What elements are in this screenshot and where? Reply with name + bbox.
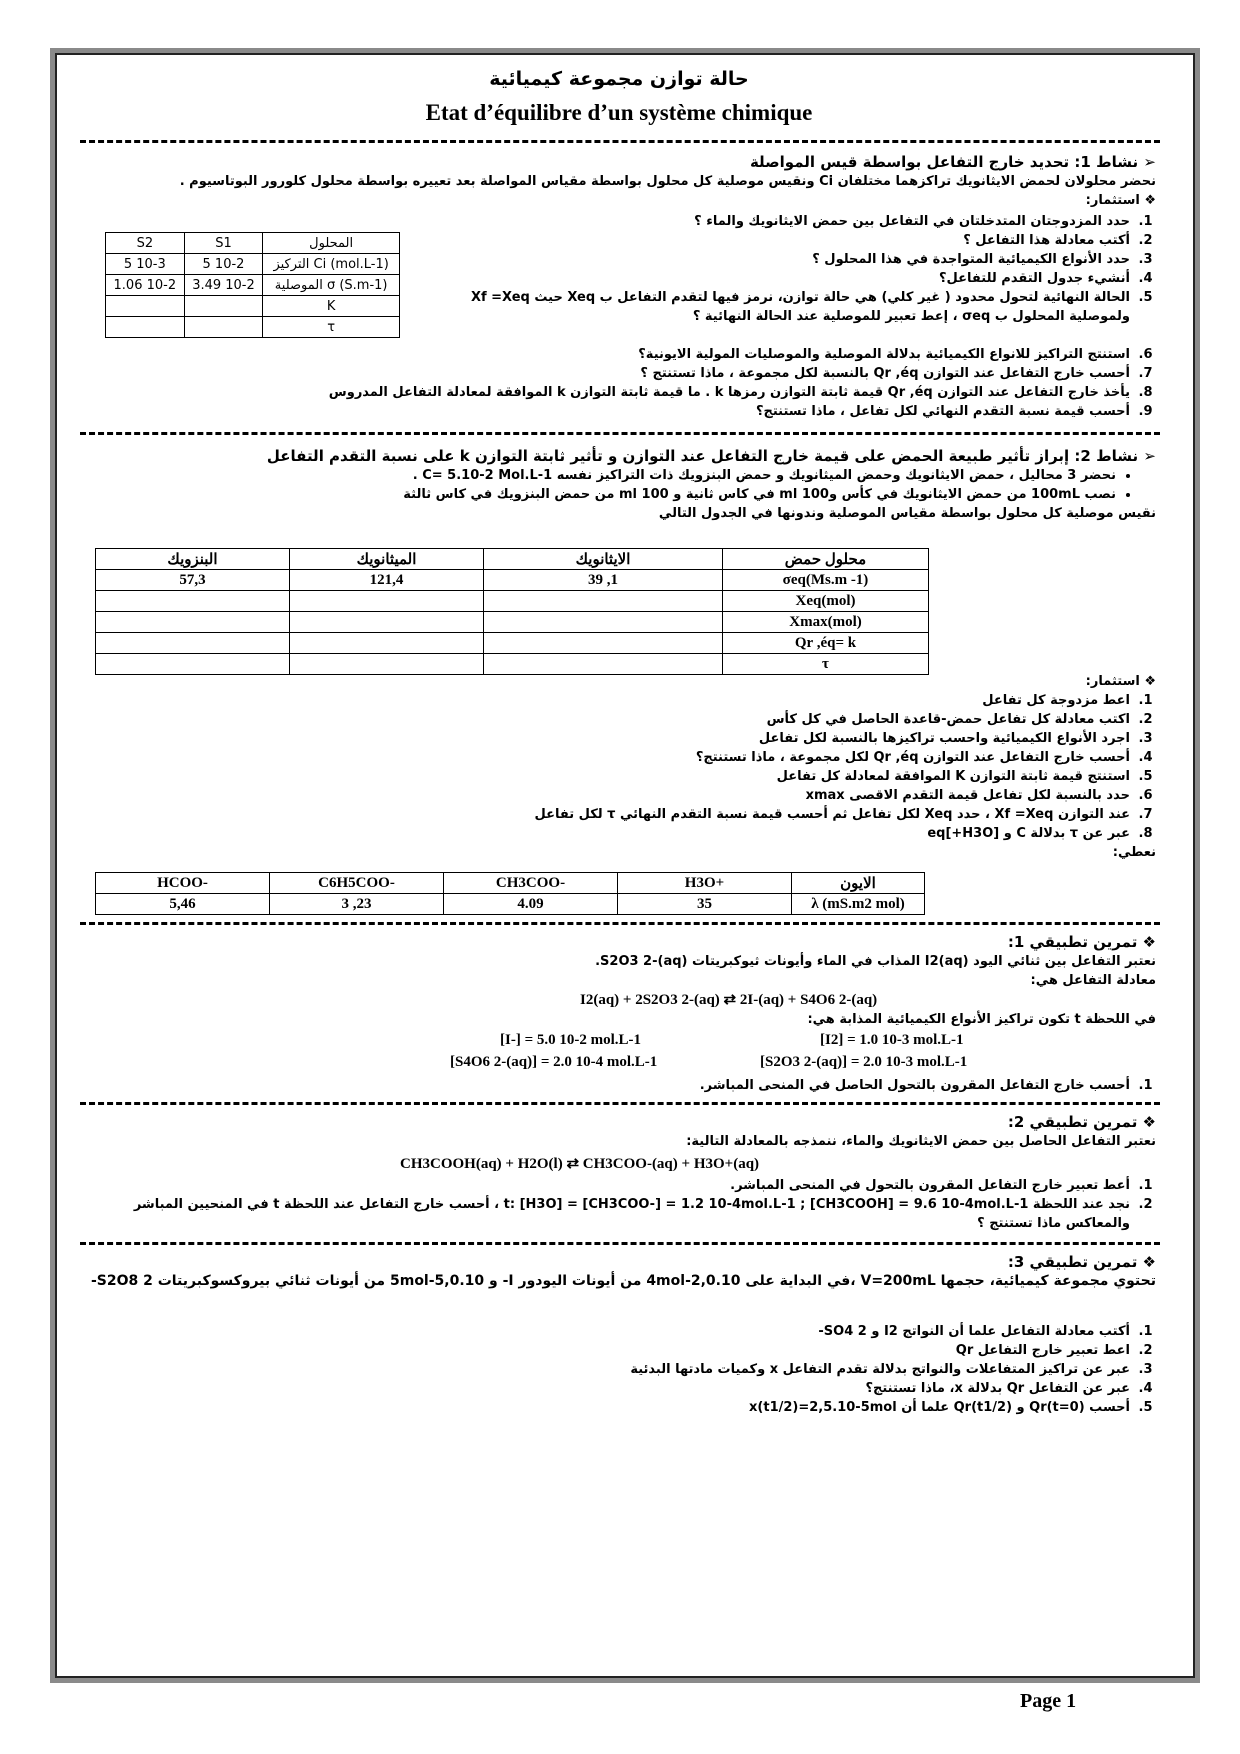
list-item: 5. استنتج قيمة ثابتة التوازن K الموافقة لمعادلة كل تفاعل	[76, 767, 1134, 786]
exploit-label: استثمار:	[1085, 674, 1140, 689]
table-cell	[106, 296, 185, 317]
exercise3-line1: تحتوي مجموعة كيميائية، حجمها V=200mL ،في البداية على 2,0.10-4mol من أيونات اليودور I- و 5,0.10-5mol من أيونات ثنائي بيروكسوكبريتات S2O8 2-	[90, 1273, 1156, 1289]
table-cell	[484, 633, 723, 654]
diamond-bullet-icon: ❖	[1139, 674, 1156, 689]
exercise1-equation: I2(aq) + 2S2O3 2-(aq) ⇄ 2I-(aq) + S4O6 2-(aq)	[580, 992, 878, 1008]
table-header: S2	[106, 233, 185, 254]
page-content	[60, 60, 1178, 1662]
list-item: 1. أحسب خارج التفاعل المقرون بالتحول الحاصل في المنحى المباشر.	[76, 1076, 1134, 1095]
list-item: 1. حدد المزدوجتان المتدخلتان في التفاعل بين حمض الايثانويك والماء ؟	[436, 212, 1134, 231]
list-item: • نحضر 3 محاليل ، حمض الايثانويك وحمض الميثانويك و حمض البنزويك ذات التراكيز نفسه C= 5.10-2 Mol.L-1 .	[76, 466, 1116, 485]
table-cell: τ	[263, 317, 400, 338]
list-item: 8. عبر عن τ بدلالة C و [H3O+]eq	[76, 824, 1134, 843]
table-cell: λ (mS.m2 mol)	[792, 894, 925, 915]
activity2-exploit	[76, 672, 1156, 862]
diamond-bullet-icon: ❖	[1137, 933, 1156, 951]
table-cell: 121,4	[290, 570, 484, 591]
table-cell: 3 ,23	[270, 894, 444, 915]
separator	[80, 432, 1160, 435]
exercise3-title: تمرين تطبيقي 3:	[1007, 1253, 1138, 1271]
table-cell: Xmax(mol)	[723, 612, 929, 633]
table-cell: Qr ,éq= k	[723, 633, 929, 654]
table-cell	[184, 317, 263, 338]
table-cell	[290, 633, 484, 654]
activity2	[76, 446, 1156, 523]
table-cell: 4.09	[444, 894, 618, 915]
list-item: 5. الحالة النهائية لتحول محدود ( غير كلي) هي حالة توازن، نرمز فيها لتقدم التفاعل ب Xeq حيث Xf =Xeq ولموصلية المحلول ب σeq ، إعط تعبير للموصلية عند الحالة النهائية ؟	[436, 288, 1134, 326]
exercise2-questions	[76, 1176, 1156, 1233]
table-header: الايون	[792, 873, 925, 894]
list-item: 9. أحسب قيمة نسبة التقدم النهائي لكل تفاعل ، ماذا تستنتج؟	[76, 402, 1134, 421]
list-item: 1. أكتب معادلة التفاعل علما أن النواتج I2 و SO4 2-	[76, 1322, 1134, 1341]
table-header: C6H5COO-	[270, 873, 444, 894]
table-cell: الموصلية σ (S.m-1)	[263, 275, 400, 296]
separator	[80, 922, 1160, 925]
list-item: 6. استنتج التراكيز للانواع الكيميائية بدلالة الموصلية والموصليات المولية الايونية؟	[76, 345, 1134, 364]
table-cell: 5 10-2	[184, 254, 263, 275]
activity2-table	[95, 548, 929, 675]
table-header: H3O+	[618, 873, 792, 894]
diamond-bullet-icon: ❖	[1137, 1113, 1156, 1131]
table-cell: 35	[618, 894, 792, 915]
list-item: 2. أكتب معادلة هذا التفاعل ؟	[436, 231, 1134, 250]
activity1	[76, 152, 1156, 210]
exercise1	[76, 932, 1156, 990]
table-header: HCOO-	[96, 873, 270, 894]
table-cell: Xeq(mol)	[723, 591, 929, 612]
table-cell: K	[263, 296, 400, 317]
diamond-bullet-icon: ❖	[1139, 193, 1156, 208]
list-item: 7. عند التوازن Xf =Xeq ، حدد Xeq لكل تفاعل ثم أحسب قيمة نسبة التقدم النهائي τ لكل تفاعل	[76, 805, 1134, 824]
page-number: Page 1	[1020, 1690, 1077, 1712]
table-cell	[106, 317, 185, 338]
activity1-title: نشاط 1: تحديد خارج التفاعل بواسطة قيس المواصلة	[749, 153, 1139, 171]
activity1-intro: نحضر محلولان لحمض الايثانويك تراكزهما مختلفان Ci ونقيس موصلية كل محلول بواسطة مقياس المواصلة بعد تعييره بواسطة محلول كلورور البوتاسيوم .	[179, 174, 1156, 189]
exercise3-questions	[76, 1322, 1156, 1417]
exercise2-equation: CH3COOH(aq) + H2O(l) ⇄ CH3COO-(aq) + H3O+(aq)	[400, 1156, 760, 1172]
exploit-label: استثمار:	[1085, 193, 1140, 208]
exercise2	[76, 1112, 1156, 1151]
exercise1-questions	[76, 1076, 1156, 1095]
table-header: CH3COO-	[444, 873, 618, 894]
table-cell: 3.49 10-2	[184, 275, 263, 296]
table-cell: σeq(Ms.m -1)	[723, 570, 929, 591]
list-item: 2. نجد عند اللحظة t: [H3O] = [CH3COO-] = 1.2 10-4mol.L-1 ; [CH3COOH] = 9.6 10-4mol.L-1 ، أحسب خارج التفاعل عند اللحظة t في المنحيين المباشر والمعاكس ماذا تستنتج ؟	[76, 1195, 1134, 1233]
exercise1-title: تمرين تطبيقي 1:	[1007, 933, 1138, 951]
table-cell: التركيز Ci (mol.L-1)	[263, 254, 400, 275]
table-cell	[96, 612, 290, 633]
table-cell: 39 ,1	[484, 570, 723, 591]
table-cell: 5 10-3	[106, 254, 185, 275]
list-item: 3. اجرد الأنواع الكيميائية واحسب تراكيزها بالنسبة لكل تفاعل	[76, 729, 1134, 748]
conc-i2: [I2] = 1.0 10-3 mol.L-1	[820, 1032, 964, 1048]
table-cell	[96, 591, 290, 612]
list-item: 8. يأخذ خارج التفاعل عند التوازن Qr ,éq قيمة ثابتة التوازن رمزها k . ما قيمة ثابتة التوازن k الموافقة لمعادلة التفاعل المدروس	[76, 383, 1134, 402]
separator	[80, 1242, 1160, 1245]
list-item: 3. حدد الأنواع الكيميائية المتواجدة في هذا المحلول ؟	[436, 250, 1134, 269]
title-french: Etat d’équilibre d’un système chimique	[425, 100, 813, 125]
exercise1-line3: في اللحظة t تكون تراكيز الأنواع الكيميائية المذابة هي:	[807, 1012, 1156, 1027]
conc-thiosulfate: [S2O3 2-(aq)] = 2.0 10-3 mol.L-1	[760, 1054, 968, 1070]
list-item: • نصب 100mL من حمض الايثانويك في كأس و100 ml في كاس ثانية و 100 ml من حمض البنزويك في كاس ثالثة	[76, 485, 1116, 504]
exercise1-line1: نعتبر التفاعل بين ثنائي اليود I2(aq) المذاب في الماء وأيونات ثيوكبريتات S2O3 2-(aq).	[595, 954, 1156, 969]
table-cell	[484, 612, 723, 633]
diamond-bullet-icon: ❖	[1137, 1253, 1156, 1271]
table-cell	[290, 612, 484, 633]
list-item: 5. أحسب Qr(t=0) و Qr(t1/2) علما أن x(t1/2)=2,5.10-5mol	[76, 1398, 1134, 1417]
measure-text: نقيس موصلية كل محلول بواسطة مقياس الموصلية وندونها في الجدول التالي	[658, 506, 1156, 521]
exercise3	[76, 1252, 1156, 1291]
table-cell	[184, 296, 263, 317]
list-item: 2. اكتب معادلة كل تفاعل حمض-قاعدة الحاصل في كل كأس	[76, 710, 1134, 729]
conc-tetrathionate: [S4O6 2-(aq)] = 2.0 10-4 mol.L-1	[450, 1054, 658, 1070]
separator	[80, 1102, 1160, 1105]
list-item: 4. أحسب خارج التفاعل عند التوازن Qr ,éq لكل مجموعة ، ماذا تستنتج؟	[76, 748, 1134, 767]
separator	[80, 140, 1160, 143]
table-cell: 1.06 10-2	[106, 275, 185, 296]
table-header: المحلول	[263, 233, 400, 254]
arrow-bullet-icon: ➢	[1138, 153, 1156, 171]
activity1-questions	[436, 212, 1156, 326]
table-header: S1	[184, 233, 263, 254]
list-item: 3. عبر عن تراكيز المتفاعلات والنواتج بدلالة تقدم التفاعل x وكميات مادتها البدئية	[76, 1360, 1134, 1379]
table-cell	[290, 591, 484, 612]
table-cell	[96, 633, 290, 654]
list-item: 2. اعط تعبير خارج التفاعل Qr	[76, 1341, 1134, 1360]
table-cell	[484, 591, 723, 612]
conc-iodide: [I-] = 5.0 10-2 mol.L-1	[500, 1032, 642, 1048]
table-cell: τ	[723, 654, 929, 675]
list-item: 1. أعط تعبير خارج التفاعل المقرون بالتحول في المنحى المباشر.	[76, 1176, 1134, 1195]
exercise1-eq-label: معادلة التفاعل هي:	[1030, 973, 1156, 988]
list-item: 6. حدد بالنسبة لكل تفاعل قيمة التقدم الاقصى xmax	[76, 786, 1134, 805]
table-header: البنزويك	[96, 549, 290, 570]
arrow-bullet-icon: ➢	[1138, 447, 1156, 465]
table-header: الميثانويك	[290, 549, 484, 570]
list-item: 4. أنشيء جدول التقدم للتفاعل؟	[436, 269, 1134, 288]
title-arabic: حالة توازن مجموعة كيميائية	[489, 68, 749, 90]
list-item: 4. عبر عن التفاعل Qr بدلالة x، ماذا تستنتج؟	[76, 1379, 1134, 1398]
table-header: الايثانويك	[484, 549, 723, 570]
exercise2-title: تمرين تطبيقي 2:	[1007, 1113, 1138, 1131]
ions-table	[95, 872, 925, 915]
activity2-title: نشاط 2: إبراز تأثير طبيعة الحمض على قيمة خارج التفاعل عند التوازن و تأثير ثابتة التوازن k على نسبة التقدم التفاعل	[266, 447, 1139, 465]
list-item: 1. اعط مزدوجة كل تفاعل	[76, 691, 1134, 710]
activity1-table	[105, 232, 400, 338]
given-label: نعطي:	[1112, 845, 1156, 860]
table-cell: 57,3	[96, 570, 290, 591]
list-item: 7. أحسب خارج التفاعل عند التوازن Qr ,éq بالنسبة لكل مجموعة ، ماذا تستنتج ؟	[76, 364, 1134, 383]
activity1-questions-b	[76, 345, 1156, 421]
table-header: محلول حمض	[723, 549, 929, 570]
table-cell: 5,46	[96, 894, 270, 915]
exercise2-line1: نعتبر التفاعل الحاصل بين حمض الايثانويك والماء، ننمذجه بالمعادلة التالية:	[686, 1134, 1156, 1149]
